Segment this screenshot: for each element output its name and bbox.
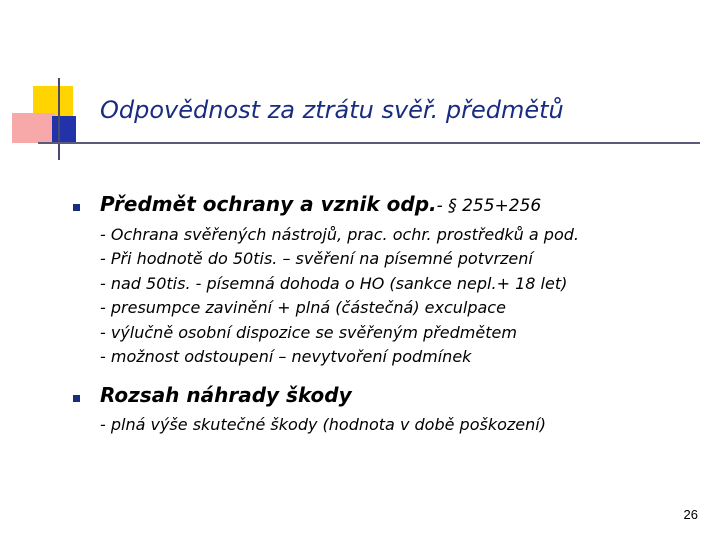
decor-red-rectangle <box>12 113 55 143</box>
bullet-square-icon <box>73 204 80 211</box>
page-number: 26 <box>683 507 698 522</box>
list-item: - Při hodnotě do 50tis. – svěření na písemné potvrzení <box>100 249 533 269</box>
list-item: - nad 50tis. - písemná dohoda o HO (sankce nepl.+ 18 let) <box>100 273 568 293</box>
bullet-square-icon <box>73 395 80 402</box>
decor-blue-square <box>52 116 76 142</box>
slide-title: Odpovědnost za ztrátu svěř. předmětů <box>100 96 564 124</box>
list-item: - presumpce zavinění + plná (částečná) exculpace <box>100 298 506 318</box>
section-1-heading <box>100 192 541 216</box>
section-1-heading-text: Předmět ochrany a vznik odp. <box>100 192 437 216</box>
section-1-list <box>100 223 579 369</box>
list-item: - Ochrana svěřených nástrojů, prac. ochr. prostředků a pod. <box>100 225 579 244</box>
decor-vertical-line <box>58 78 60 160</box>
section-2-heading: Rozsah náhrady škody <box>100 383 352 407</box>
list-item: - výlučně osobní dispozice se svěřeným předmětem <box>100 322 517 342</box>
list-item: - možnost odstoupení – nevytvoření podmínek <box>100 346 472 366</box>
title-underline <box>38 142 700 144</box>
section-1-paragraph-ref: - § 255+256 <box>436 196 542 216</box>
section-2-item: - plná výše skutečné škody (hodnota v době poškození) <box>100 415 546 434</box>
